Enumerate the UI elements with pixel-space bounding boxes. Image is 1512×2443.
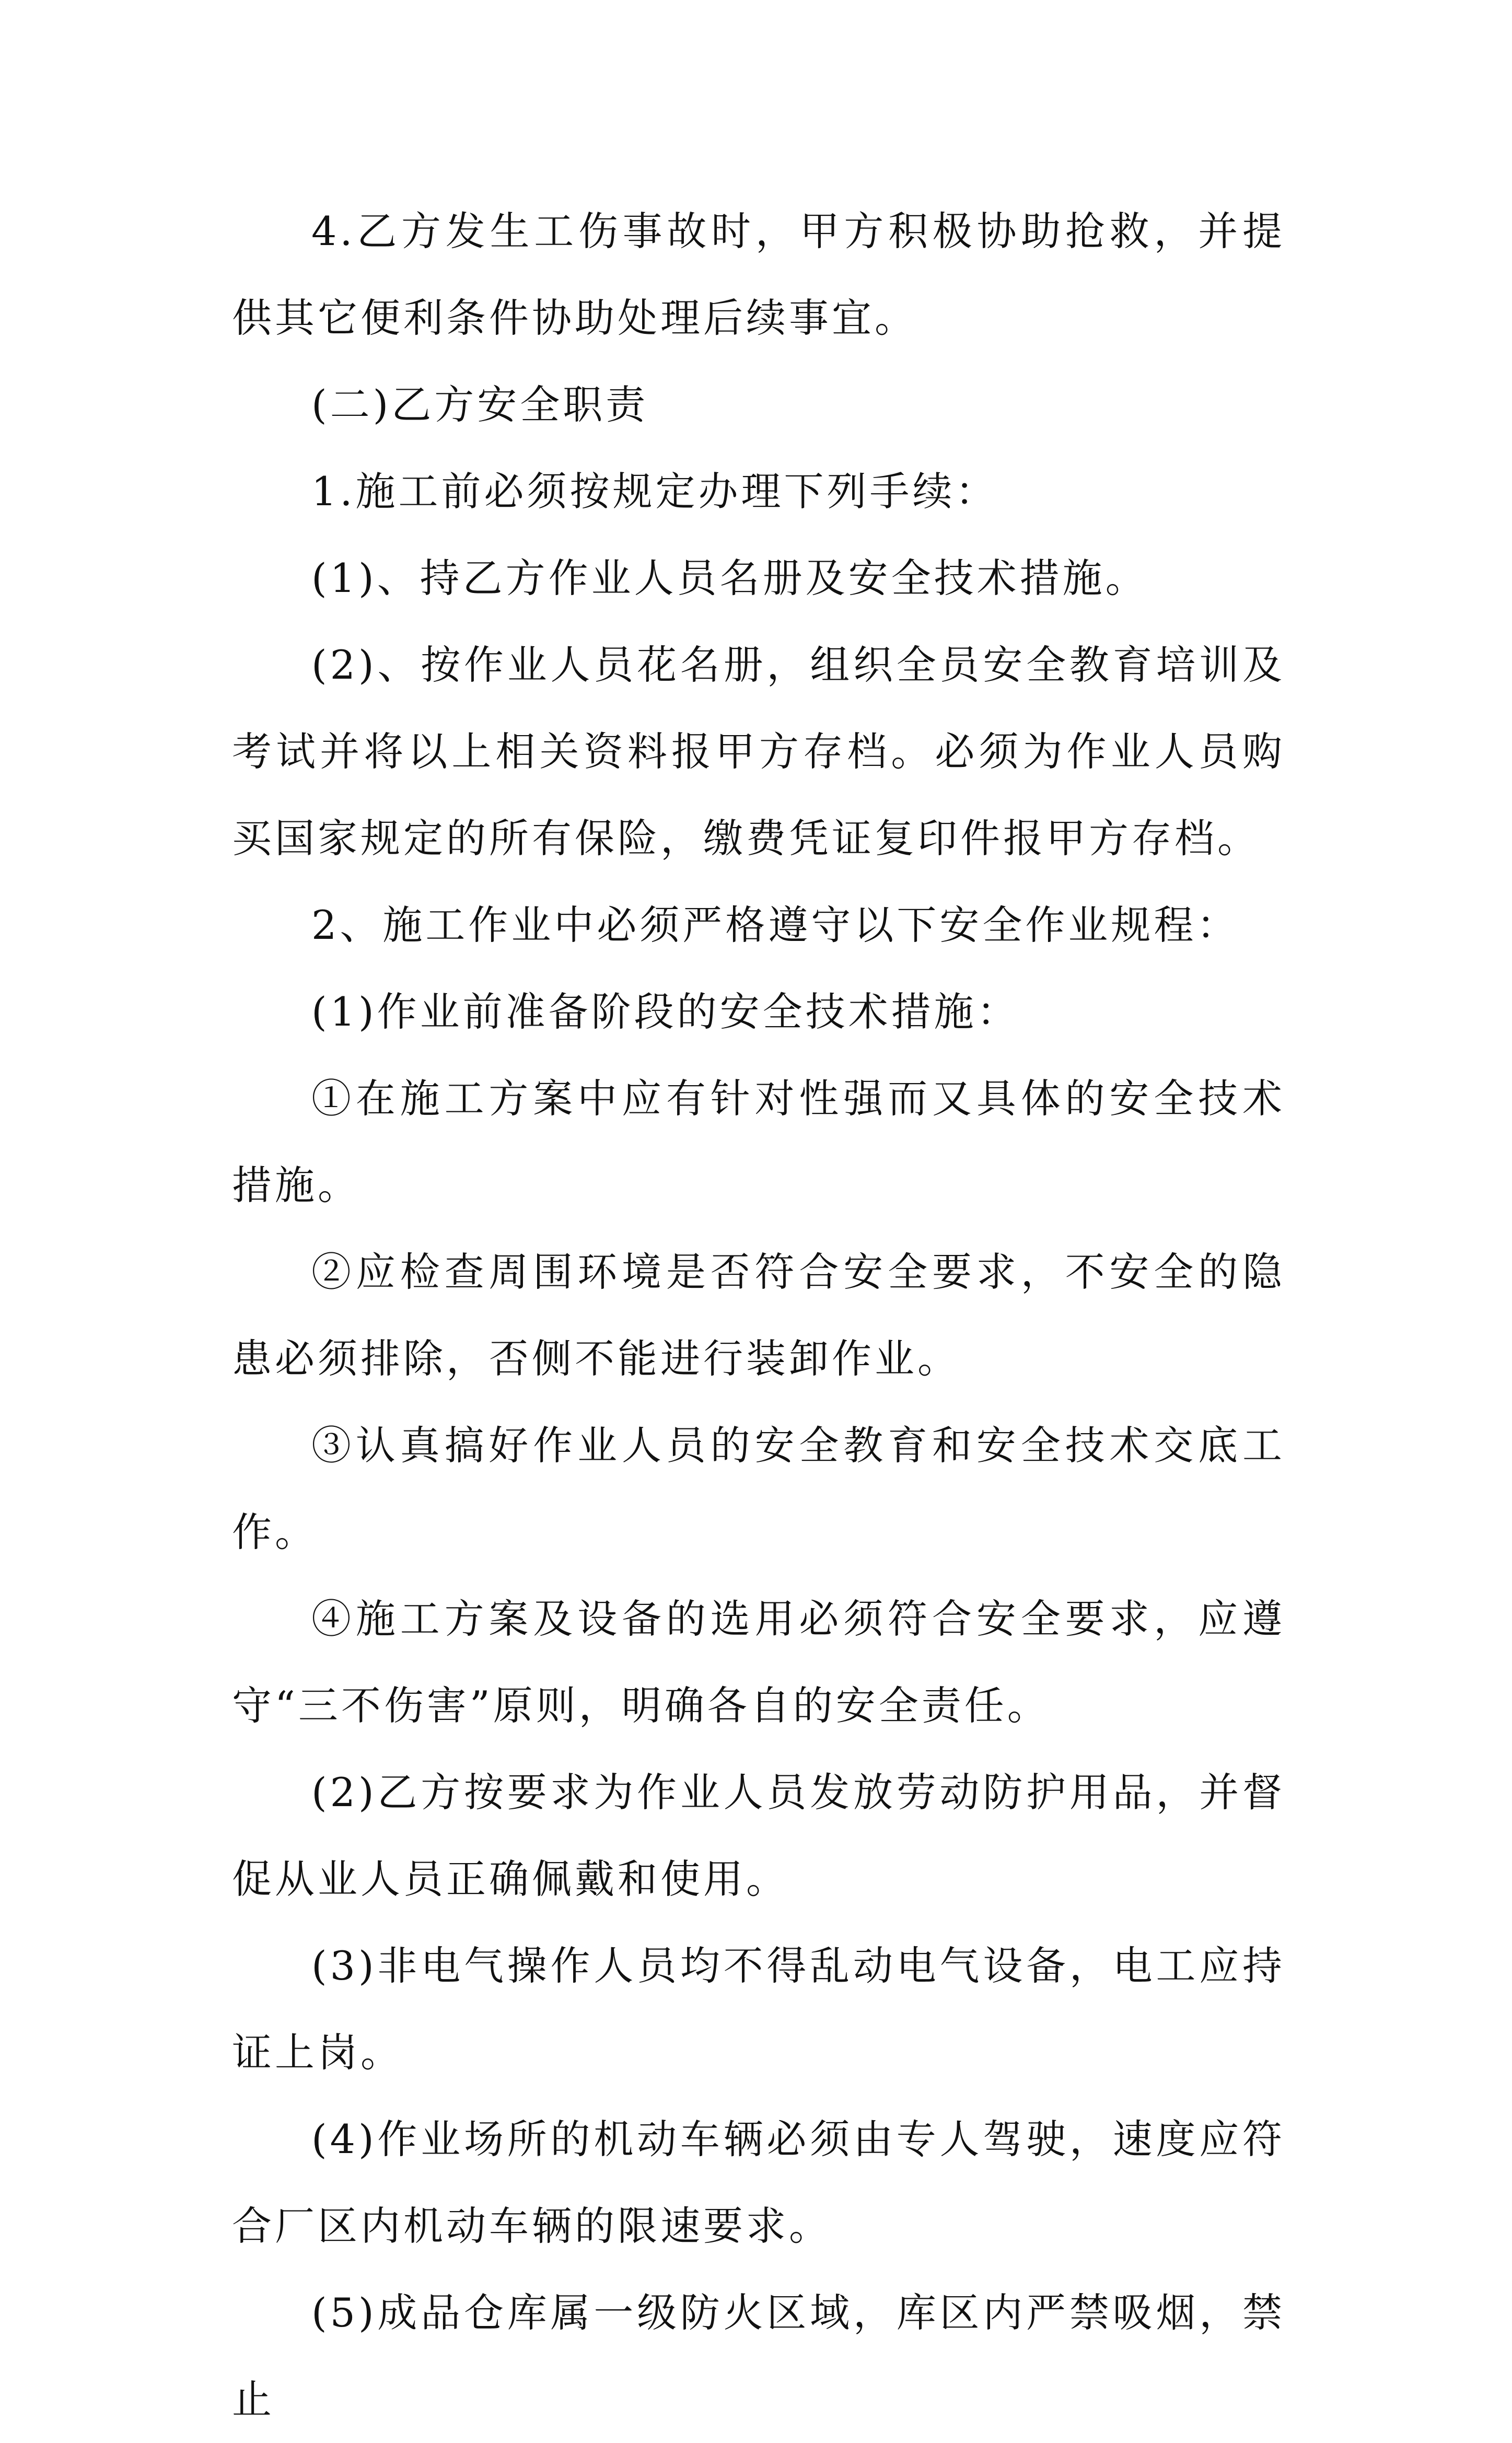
paragraph-item-training-insurance: (2)、按作业人员花名册，组织全员安全教育培训及考试并将以上相关资料报甲方存档。必须为作业人员购买国家规定的所有保险，缴费凭证复印件报甲方存档。 bbox=[232, 642, 1285, 862]
paragraph-pre-construction-procedures: 1.施工前必须按规定办理下列手续： bbox=[311, 468, 998, 515]
paragraph-safety-rules: 2、施工作业中必须严格遵守以下安全作业规程： bbox=[311, 902, 1240, 948]
paragraph-measure-4: ④施工方案及设备的选用必须符合安全要求，应遵守“三不伤害”原则，明确各自的安全责任。 bbox=[232, 1596, 1285, 1729]
paragraph-preparation-measures: (1)作业前准备阶段的安全技术措施： bbox=[311, 988, 1020, 1035]
paragraph-measure-1: ①在施工方案中应有针对性强而又具体的安全技术措施。 bbox=[232, 1075, 1285, 1208]
paragraph-fire-zone: (5)成品仓库属一级防火区域，库区内严禁吸烟，禁止 bbox=[232, 2289, 1285, 2423]
paragraph-protective-equipment: (2)乙方按要求为作业人员发放劳动防护用品，并督促从业人员正确佩戴和使用。 bbox=[232, 1769, 1285, 1902]
paragraph-item-roster: (1)、持乙方作业人员名册及安全技术措施。 bbox=[311, 555, 1148, 601]
paragraph-electrical-equipment: (3)非电气操作人员均不得乱动电气设备，电工应持证上岗。 bbox=[232, 1942, 1285, 2076]
paragraph-vehicles: (4)作业场所的机动车辆必须由专人驾驶，速度应符合厂区内机动车辆的限速要求。 bbox=[232, 2116, 1285, 2249]
section-heading-party-b-duties: (二)乙方安全职责 bbox=[311, 381, 649, 428]
paragraph-measure-2: ②应检查周围环境是否符合安全要求，不安全的隐患必须排除，否侧不能进行装卸作业。 bbox=[232, 1249, 1285, 1382]
document-body bbox=[232, 188, 1285, 2443]
paragraph-measure-3: ③认真搞好作业人员的安全教育和安全技术交底工作。 bbox=[232, 1422, 1285, 1555]
paragraph-injury-assistance: 4.乙方发生工伤事故时，甲方积极协助抢救，并提供其它便利条件协助处理后续事宜。 bbox=[232, 208, 1285, 341]
